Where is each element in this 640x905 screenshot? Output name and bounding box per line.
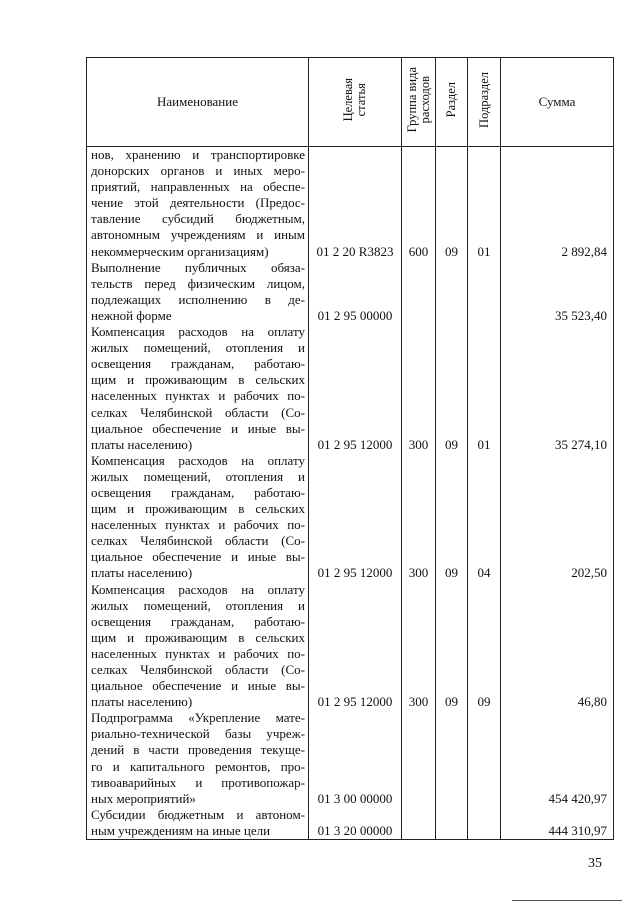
budget-table: [86, 57, 614, 840]
row-name-line: ных мероприятий»: [91, 790, 196, 806]
table-header-row: [87, 58, 614, 147]
row-section: 09: [436, 453, 468, 582]
row-sum: 202,50: [501, 453, 614, 582]
row-group: [402, 710, 436, 807]
row-name-line: щим и проживающим в сельских: [91, 629, 305, 645]
table-bottom-cell: [309, 839, 402, 840]
row-name-line: приятий, направленных на обеспе-: [91, 179, 305, 195]
row-group: [402, 260, 436, 324]
row-name-line: подлежащих исполнению в де-: [91, 291, 305, 307]
row-section: [436, 260, 468, 324]
table-bottom-cell: [436, 839, 468, 840]
header-code-label: [342, 78, 368, 121]
row-sum: 35 274,10: [501, 324, 614, 453]
row-name-line: платы населению): [91, 436, 193, 452]
row-name-line: Компенсация расходов на оплату: [91, 452, 305, 468]
table-row: [87, 582, 614, 711]
row-subsection: [468, 807, 501, 839]
header-group: [402, 58, 436, 147]
row-code: 01 2 95 12000: [309, 324, 402, 453]
row-name-line: освещения гражданам, работаю-: [91, 356, 305, 372]
row-name-line: нежной форме: [91, 307, 172, 323]
table-bottom-border: [87, 839, 614, 840]
header-name-label: Наименование: [157, 94, 238, 109]
row-group: 600: [402, 147, 436, 260]
row-group: 300: [402, 453, 436, 582]
row-name-line: циальное обеспечение и иные вы-: [91, 678, 305, 694]
row-subsection: 04: [468, 453, 501, 582]
row-group: 300: [402, 582, 436, 711]
row-group: [402, 807, 436, 839]
row-name-line: населенных пунктах и рабочих по-: [91, 645, 305, 661]
row-name: [87, 582, 309, 711]
row-section: [436, 710, 468, 807]
row-section: 09: [436, 324, 468, 453]
row-group: 300: [402, 324, 436, 453]
row-name-line: Субсидии бюджетным и автоном-: [91, 806, 305, 822]
header-group-label: [406, 67, 432, 132]
header-group-line-2: расходов: [417, 76, 432, 124]
row-name-line: населенных пунктах и рабочих по-: [91, 517, 305, 533]
table-bottom-cell: [501, 839, 614, 840]
footer-rule: [512, 900, 622, 901]
row-name: [87, 324, 309, 453]
row-name-line: освещения гражданам, работаю-: [91, 613, 305, 629]
row-name-line: риально-технической базы учреж-: [91, 726, 305, 742]
table-bottom-cell: [468, 839, 501, 840]
row-sum: 2 892,84: [501, 147, 614, 260]
table-row: [87, 147, 614, 260]
row-name-line: платы населению): [91, 694, 193, 710]
row-name-line: щим и проживающим в сельских: [91, 372, 305, 388]
table-row: [87, 324, 614, 453]
table-body: [87, 147, 614, 840]
header-section-label: Раздел: [444, 82, 458, 118]
page-number: 35: [588, 856, 602, 871]
row-name-line: циальное обеспечение и иные вы-: [91, 420, 305, 436]
row-name-line: жилых помещений, отопления и: [91, 597, 305, 613]
row-subsection: [468, 260, 501, 324]
header-group-line-1: Группа вида: [404, 67, 419, 133]
row-name-line: чение этой деятельности (Предос-: [91, 195, 305, 211]
header-name: [87, 58, 309, 147]
row-sum: 444 310,97: [501, 807, 614, 839]
header-subsection-label: Подраздел: [476, 72, 491, 128]
table-row: [87, 710, 614, 807]
row-name-line: щим и проживающим в сельских: [91, 501, 305, 517]
table-row: [87, 453, 614, 582]
row-name: [87, 147, 309, 260]
row-name-line: автономным учреждениям и иным: [91, 227, 305, 243]
row-name-line: циальное обеспечение и иные вы-: [91, 549, 305, 565]
row-name-line: тельств перед физическим лицом,: [91, 275, 305, 291]
row-subsection: 01: [468, 147, 501, 260]
row-name-line: го и капитального ремонтов, про-: [91, 758, 305, 774]
row-name-line: некоммерческим организациям): [91, 243, 269, 259]
table-row: [87, 807, 614, 839]
row-name-line: селках Челябинской области (Со-: [91, 404, 305, 420]
row-name-line: жилых помещений, отопления и: [91, 340, 305, 356]
row-sum: 454 420,97: [501, 710, 614, 807]
header-code-line-2: статья: [354, 83, 368, 117]
row-code: 01 3 00 00000: [309, 710, 402, 807]
header-sum: [501, 58, 614, 147]
row-name-line: жилых помещений, отопления и: [91, 468, 305, 484]
row-name-line: селках Челябинской области (Со-: [91, 662, 305, 677]
row-name-line: Выполнение публичных обяза-: [91, 259, 305, 275]
row-name-line: Подпрограмма «Укрепление мате-: [91, 710, 305, 726]
table-bottom-cell: [87, 839, 309, 840]
row-code: 01 2 95 12000: [309, 582, 402, 711]
row-sum: 46,80: [501, 582, 614, 711]
row-name-line: Компенсация расходов на оплату: [91, 581, 305, 597]
row-name: [87, 807, 309, 839]
row-name-line: населенных пунктах и рабочих по-: [91, 388, 305, 404]
header-code-line-1: Целевая: [341, 78, 355, 122]
row-code: 01 2 20 R3823: [309, 147, 402, 260]
header-subsection: [468, 58, 501, 147]
row-name-line: ным учреждениям на иные цели: [91, 822, 271, 838]
row-sum: 35 523,40: [501, 260, 614, 324]
row-name-line: освещения гражданам, работаю-: [91, 484, 305, 500]
row-name-line: тавление субсидий бюджетным,: [91, 211, 305, 227]
row-name-line: платы населению): [91, 565, 193, 581]
row-subsection: [468, 710, 501, 807]
row-name-line: донорских органов и иных меро-: [91, 163, 305, 179]
row-name-line: Компенсация расходов на оплату: [91, 324, 305, 340]
row-section: 09: [436, 582, 468, 711]
row-section: 09: [436, 147, 468, 260]
row-name-line: нов, хранению и транспортировке: [91, 147, 305, 162]
row-section: [436, 807, 468, 839]
row-code: 01 3 20 00000: [309, 807, 402, 839]
row-code: 01 2 95 00000: [309, 260, 402, 324]
row-name: [87, 710, 309, 807]
row-subsection: 09: [468, 582, 501, 711]
row-name-line: селках Челябинской области (Со-: [91, 533, 305, 549]
table-bottom-cell: [402, 839, 436, 840]
row-name-line: дений в части проведения текуще-: [91, 742, 305, 758]
row-name-line: тивоаварийных и противопожар-: [91, 774, 305, 790]
row-name: [87, 453, 309, 582]
header-code: [309, 58, 402, 147]
header-sum-label: Сумма: [538, 94, 576, 109]
row-name: [87, 260, 309, 324]
table-row: [87, 260, 614, 324]
header-section: [436, 58, 468, 147]
row-subsection: 01: [468, 324, 501, 453]
row-code: 01 2 95 12000: [309, 453, 402, 582]
